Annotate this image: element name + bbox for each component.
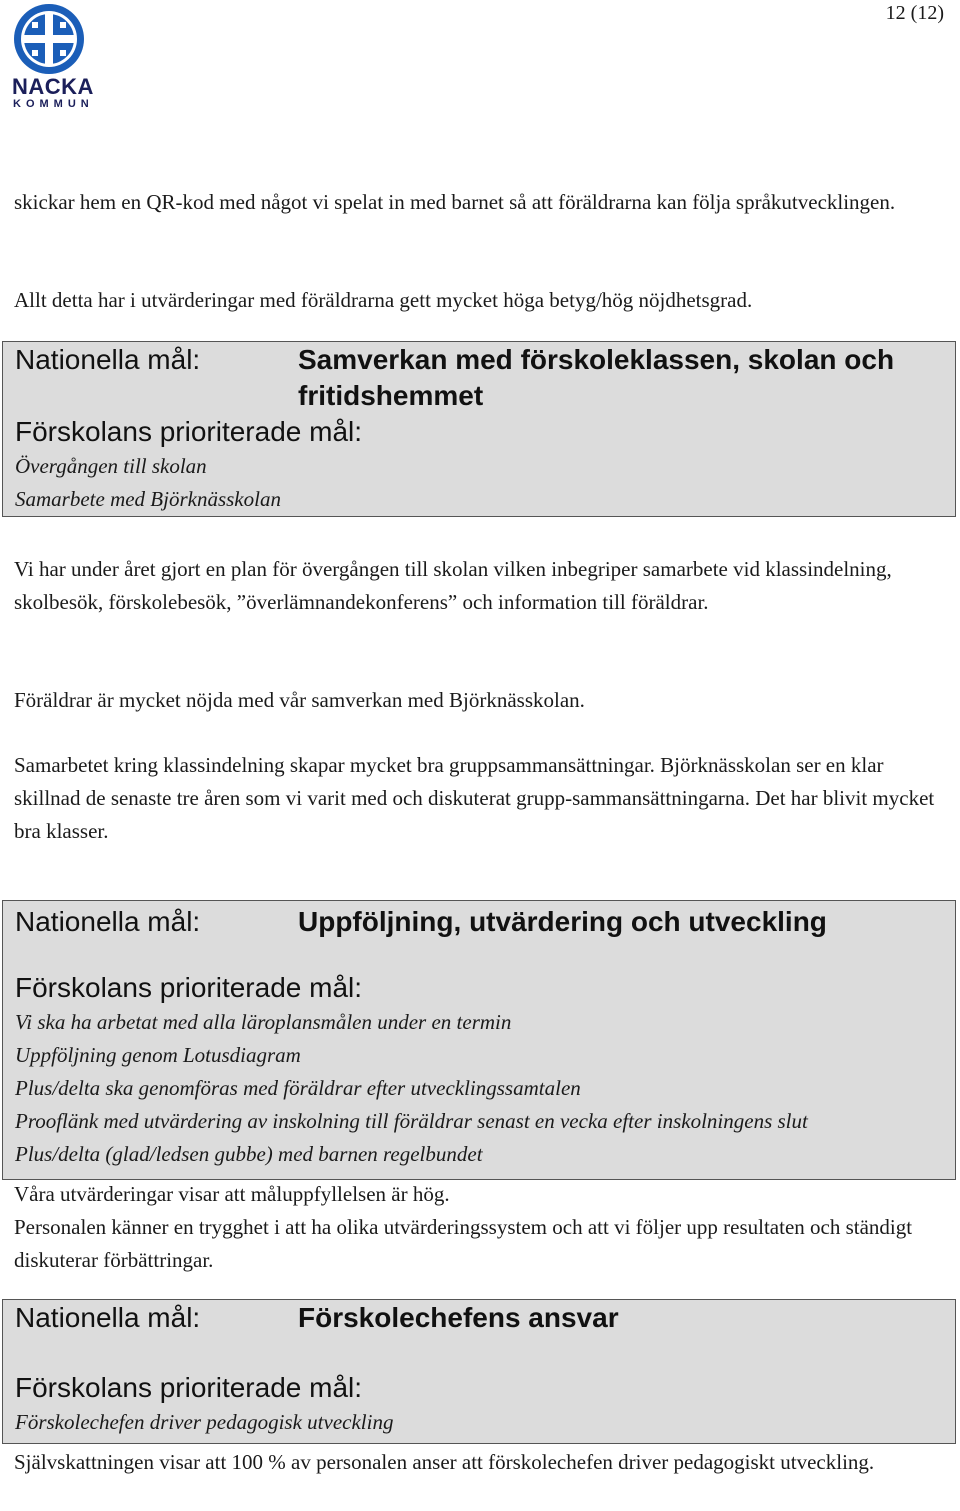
logo-subtitle: KOMMUN xyxy=(13,98,94,110)
section1-paragraph-2: Föräldrar är mycket nöjda med vår samverkan med Björknässkolan. xyxy=(14,688,585,712)
priority-item: Vi ska ha arbetat med alla läroplansmålen under en termin xyxy=(15,1010,512,1034)
goal-box-2 xyxy=(2,900,956,1180)
priority-goal-label: Förskolans prioriterade mål: xyxy=(15,1372,363,1403)
section2-paragraph-1: Våra utvärderingar visar att måluppfyllelsen är hög. xyxy=(14,1182,450,1206)
section1-paragraph-3: Samarbetet kring klassindelning skapar mycket bra gruppsammansättningar. Björknässkolan ser en klar skillnad de senaste tre åren som vi varit med och diskuterat grupp-sammansättningarna. Det har blivit mycket bra klasser. xyxy=(14,753,935,843)
section2-body xyxy=(14,1178,944,1277)
nacka-kommun-logo xyxy=(10,2,94,110)
priority-goal-label: Förskolans prioriterade mål: xyxy=(15,416,363,447)
priority-goal-label: Förskolans prioriterade mål: xyxy=(15,972,363,1003)
section3-body xyxy=(14,1446,944,1479)
section3-paragraph-1: Självskattningen visar att 100 % av personalen anser att förskolechefen driver pedagogiskt utveckling. xyxy=(14,1450,875,1474)
logo-wordmark: NACKA xyxy=(12,74,94,99)
priority-item: Plus/delta ska genomföras med föräldrar efter utvecklingssamtalen xyxy=(15,1076,581,1100)
section1-paragraph-1: Vi har under året gjort en plan för övergången till skolan vilken inbegriper samarbete vid klassindelning, skolbesök, förskolebesök, ”överlämnandekonferens” och information till föräldrar. xyxy=(14,557,892,614)
priority-item: Samarbete med Björknässkolan xyxy=(15,487,281,511)
section2-paragraph-2: Personalen känner en trygghet i att ha olika utvärderingssystem och att vi följer upp resultaten och ständigt diskuterar förbättringar. xyxy=(14,1215,913,1272)
national-goal-value: Förskolechefens ansvar xyxy=(298,1302,619,1333)
priority-item: Förskolechefen driver pedagogisk utveckling xyxy=(15,1410,394,1434)
intro-paragraph-2: Allt detta har i utvärderingar med föräldrarna gett mycket höga betyg/hög nöjdhetsgrad. xyxy=(14,288,753,312)
priority-item: Uppföljning genom Lotusdiagram xyxy=(15,1043,301,1067)
goal-box-3 xyxy=(2,1299,956,1444)
goal-box-1 xyxy=(2,341,956,517)
nacka-emblem-icon xyxy=(12,2,86,76)
page-number: 12 (12) xyxy=(885,2,944,24)
priority-item: Prooflänk med utvärdering av inskolning till föräldrar senast en vecka efter inskolningens slut xyxy=(15,1109,808,1133)
national-goal-value: Uppföljning, utvärdering och utveckling xyxy=(298,906,827,937)
national-goal-label: Nationella mål: xyxy=(15,1302,201,1333)
national-goal-value: Samverkan med förskoleklassen, skolan och fritidshemmet xyxy=(298,344,895,411)
priority-item: Plus/delta (glad/ledsen gubbe) med barnen regelbundet xyxy=(15,1142,483,1166)
priority-item: Övergången till skolan xyxy=(15,454,207,478)
national-goal-label: Nationella mål: xyxy=(15,906,201,937)
intro-paragraph-1: skickar hem en QR-kod med något vi spelat in med barnet så att föräldrarna kan följa språkutvecklingen. xyxy=(14,190,896,214)
national-goal-label: Nationella mål: xyxy=(15,344,201,375)
